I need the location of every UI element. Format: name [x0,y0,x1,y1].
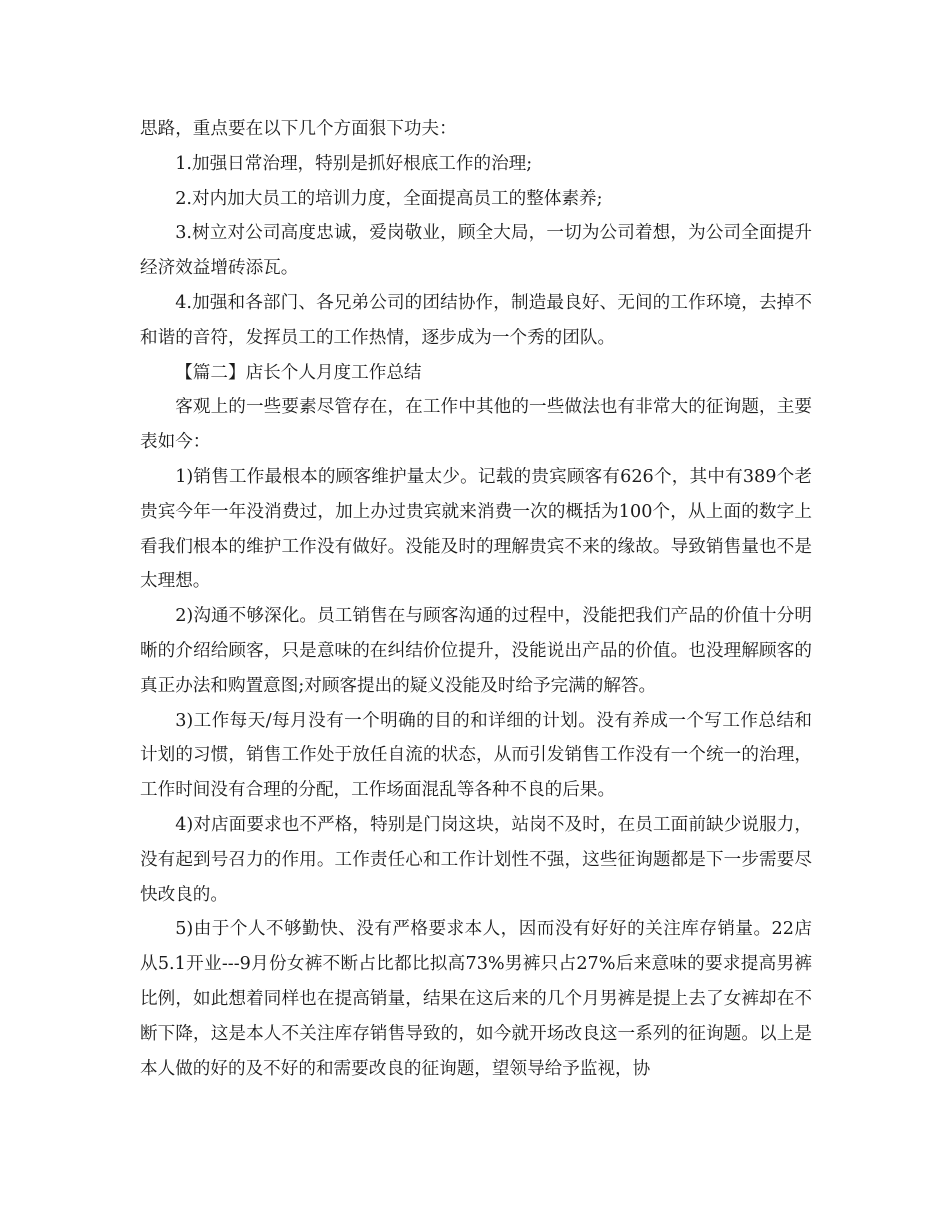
paragraph-overview: 客观上的一些要素尽管存在，在工作中其他的一些做法也有非常大的征询题，主要表如今： [140,397,812,453]
paragraph-intro: 思路，重点要在以下几个方面狠下功夫： [140,119,457,139]
paragraph-point-3: 3)工作每天/每月没有一个明确的目的和详细的计划。没有养成一个写工作总结和计划的习惯，销售工作处于放任自流的状态，从而引发销售工作没有一个统一的治理，工作时间没有合理的分配，工作场面混乱等各种不良的后果。 [140,710,812,801]
paragraph-point-4: 4)对店面要求也不严格，特别是门岗这块，站岗不及时，在员工面前缺少说服力，没有起到号召力的作用。工作责任心和工作计划性不强，这些征询题都是下一步需要尽快改良的。 [140,814,812,905]
paragraph-item-1: 1.加强日常治理，特别是抓好根底工作的治理; [175,153,533,174]
paragraph-point-2: 2)沟通不够深化。员工销售在与顾客沟通的过程中，没能把我们产品的价值十分明晰的介绍给顾客，只是意味的在纠结价位提升，没能说出产品的价值。也没理解顾客的真正办法和购置意图;对顾客提出的疑义没能及时给予完满的解答。 [140,606,812,696]
paragraph-item-3: 3.树立对公司高度忠诚，爱岗敬业，顾全大局，一切为公司着想，为公司全面提升经济效益增砖添瓦。 [140,223,812,279]
paragraph-point-1: 1)销售工作最根本的顾客维护量太少。记载的贵宾顾客有626个，其中有389个老贵宾今年一年没消费过，加上办过贵宾就来消费一次的概括为100个，从上面的数字上看我们根本的维护工作没有做好。没能及时的理解贵宾不来的缘故。导致销售量也不是太理想。 [140,466,812,592]
section-heading: 【篇二】店长个人月度工作总结 [175,362,422,383]
document-body [140,112,812,1086]
paragraph-item-2: 2.对内加大员工的培训力度，全面提高员工的整体素养; [175,188,603,209]
paragraph-item-4: 4.加强和各部门、各兄弟公司的团结协作，制造最良好、无间的工作环境，去掉不和谐的音符，发挥员工的工作热情，逐步成为一个秀的团队。 [140,292,812,348]
paragraph-point-5: 5)由于个人不够勤快、没有严格要求本人，因而没有好好的关注库存销量。22店从5.1开业---9月份女裤不断占比都比拟高73%男裤只占27%后来意味的要求提高男裤比例，如此想着同样也在提高销量，结果在这后来的几个月男裤是提上去了女裤却在不断下降，这是本人不关注库存销售导致的，如今就开场改良这一系列的征询题。以上是本人做的好的及不好的和需要改良的征询题，望领导给予监视，协 [140,919,812,1079]
